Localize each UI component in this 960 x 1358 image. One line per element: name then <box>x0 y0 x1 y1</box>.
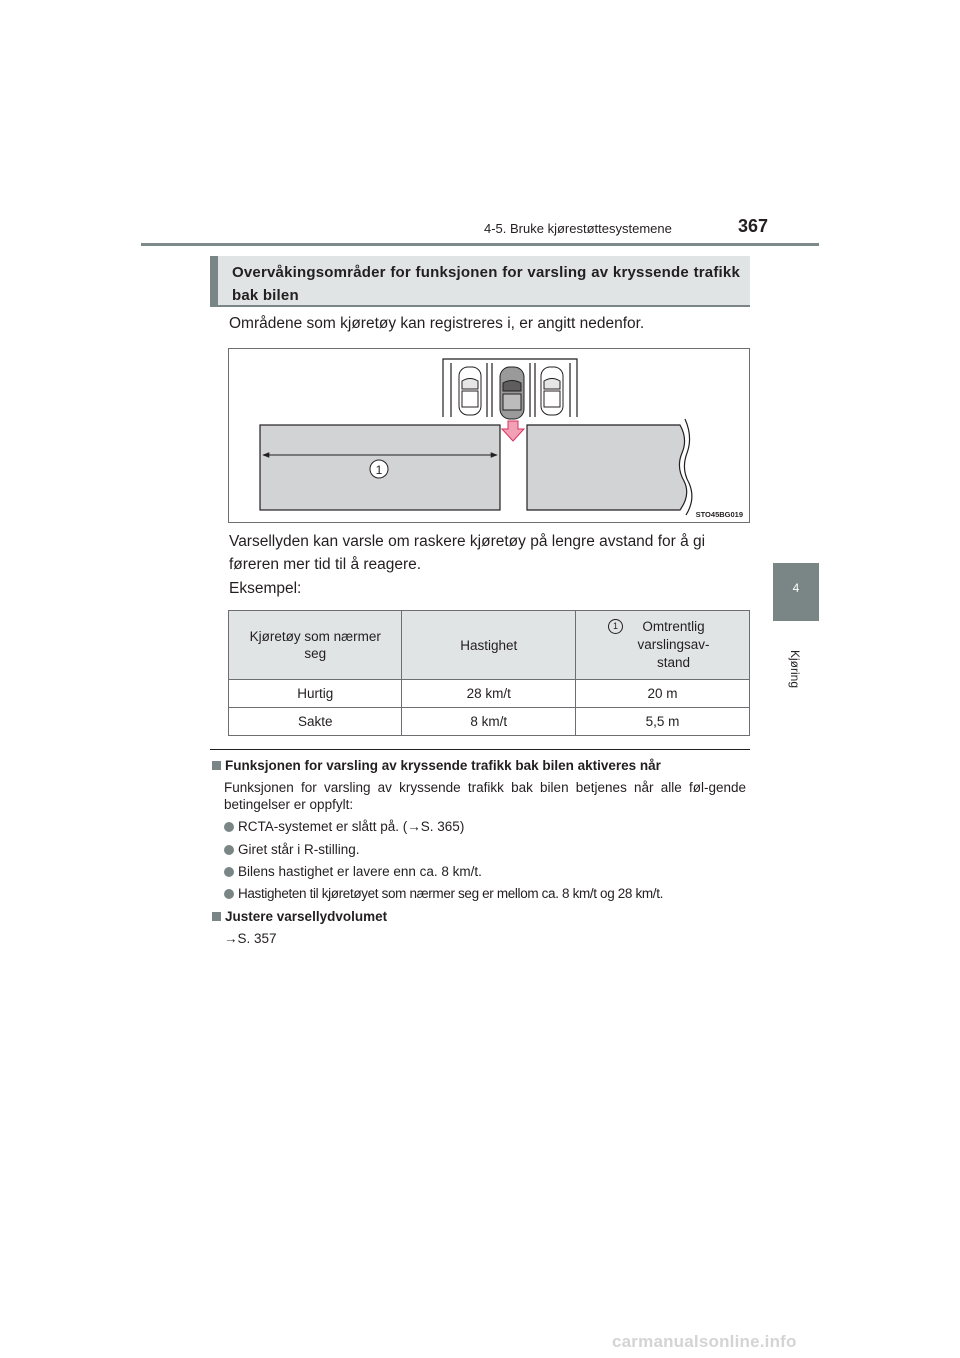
table-header-row <box>229 611 750 680</box>
header-text: Kjøretøy som nærmer seg <box>249 629 381 661</box>
activation-heading-text: Funksjonen for varsling av kryssende trafikk bak bilen aktiveres når <box>225 758 661 773</box>
section-title: Overvåkingsområder for funksjonen for varsling av kryssende trafikk bak bilen <box>232 264 740 304</box>
intro-paragraph: Områdene som kjøretøy kan registreres i, er angitt nedenfor. <box>229 315 645 332</box>
table-header <box>575 611 749 680</box>
section-divider <box>210 749 750 750</box>
list-item <box>224 842 360 857</box>
parking-diagram <box>229 349 749 522</box>
callout-number: 1 <box>375 463 383 477</box>
list-item <box>224 864 482 879</box>
volume-heading <box>212 909 387 924</box>
table-cell: 8 km/t <box>402 708 575 736</box>
list-item <box>224 819 464 834</box>
figure-code: STO45BG019 <box>695 510 743 519</box>
table-row <box>229 680 750 708</box>
example-label: Eksempel: <box>229 580 302 597</box>
list-item <box>224 886 663 901</box>
chapter-label-text: Kjøring <box>788 650 802 689</box>
site-watermark: carmanualsonline.info <box>612 1332 797 1351</box>
monitoring-area-illustration <box>228 348 750 523</box>
table-header <box>229 611 402 680</box>
table-cell: 28 km/t <box>402 680 575 708</box>
volume-page-reference: →S. 357 <box>224 931 277 946</box>
table-cell: 5,5 m <box>575 708 749 736</box>
header-section-title: 4-5. Bruke kjørestøttesystemene <box>484 221 672 236</box>
detection-zone-right <box>527 425 687 510</box>
table-cell: Hurtig <box>229 680 402 708</box>
activation-body: Funksjonen for varsling av kryssende trafikk bak bilen betjenes når alle føl-gende betingelser er oppfylt: <box>224 780 746 812</box>
volume-heading-text: Justere varsellydvolumet <box>225 909 388 924</box>
list-item-text: Giret står i R-stilling. <box>238 842 360 857</box>
header-divider <box>141 243 819 246</box>
table-cell: 20 m <box>575 680 749 708</box>
reverse-direction-arrow <box>502 421 524 441</box>
chapter-label <box>774 650 818 710</box>
round-bullet-icon <box>224 845 234 855</box>
list-item-text: Bilens hastighet er lavere enn ca. 8 km/t. <box>238 864 482 879</box>
list-item-text: Hastigheten til kjøretøyet som nærmer seg er mellom ca. 8 km/t og 28 km/t. <box>238 886 663 901</box>
table-header <box>402 611 575 680</box>
section-title-underline <box>210 305 750 307</box>
parked-car-right-icon <box>541 367 563 415</box>
table-row <box>229 708 750 736</box>
chapter-tab-number: 4 <box>792 581 800 595</box>
example-table <box>228 610 750 736</box>
reversing-car-icon <box>500 367 524 419</box>
chapter-tab <box>773 563 819 621</box>
round-bullet-icon <box>224 867 234 877</box>
activation-heading <box>212 758 661 773</box>
header-text: Hastighet <box>460 637 518 653</box>
header-text: Omtrentlig varslingsav-stand <box>637 619 710 670</box>
round-bullet-icon <box>224 889 234 899</box>
section-title-box <box>210 256 750 306</box>
square-bullet-icon <box>212 761 221 770</box>
paragraph-warning-distance: Varsellyden kan varsle om raskere kjøretøy på lengre avstand for å gi føreren mer tid til å reagere. <box>229 533 706 573</box>
callout-circle: 1 <box>608 619 623 634</box>
square-bullet-icon <box>212 912 221 921</box>
table-cell: Sakte <box>229 708 402 736</box>
round-bullet-icon <box>224 822 234 832</box>
page-number: 367 <box>738 216 769 236</box>
list-item-text: RCTA-systemet er slått på. (→S. 365) <box>238 819 465 834</box>
parked-car-left-icon <box>459 367 481 415</box>
